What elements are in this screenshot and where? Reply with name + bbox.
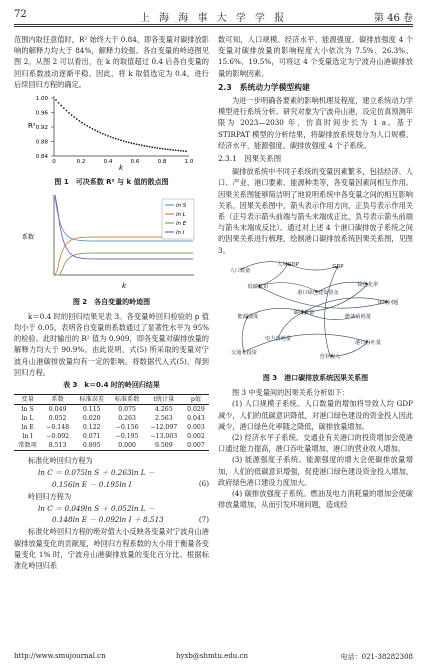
data-point (159, 147, 161, 149)
equation-6: ln C ＝ 0.075ln S ＋ 0.263ln L － 0.156ln E － 0.195ln I (6) (38, 468, 209, 489)
x-tick-label: 0.4 (103, 159, 113, 166)
data-point (94, 129, 96, 131)
data-point (92, 128, 94, 130)
paragraph: 范围内取任意值时，R² 始终大于 0.84，即各变量对碳排放影响的解释力均大于 84%，解释力较强。各自变量的岭迹图见图 2。从图 2 可以看出，在 k 的取值超过 0.4 后各自变量的回归系数波动逐渐平稳。因此，将 k 取值选定为 0.4，进行后续回归方程的确定。 (14, 35, 209, 89)
table-header-cell: t统计量 (153, 396, 175, 404)
data-point (60, 105, 62, 107)
figure-2-ridge-trace (14, 191, 209, 291)
table-cell: −0.148 (46, 424, 70, 432)
data-point (55, 99, 57, 101)
y-tick-label: 0.92 (35, 125, 48, 132)
paragraph: 为进一步明确各要素的影响机理及程度，建立系统动力学模型进行系统分析。研究对象为宁波舟山港，设定仿真预测年限为 2023—2030 年，仿真时间步长为 1 a。基于 STIRPAT 模型的分析结果，将碳排放系统划分为人口规模、经济水平、能源强度、碳排放强度 4 个子系统。 (218, 96, 413, 150)
table-3-caption: 表 3 k＝0.4 时的岭回归结果 (63, 381, 160, 390)
x-tick-label: 1.0 (184, 159, 194, 166)
data-point (76, 118, 78, 120)
y-tick-label: 0.96 (35, 110, 48, 117)
table-cell: 0.003 (187, 424, 205, 432)
journal-url[interactable]: http://www.smujournal.cn (14, 652, 106, 660)
figure-1-caption: 图 1 可决系数 R² 与 k 值的散点图 (54, 178, 169, 187)
legend-label: ln L (176, 212, 186, 219)
data-point (149, 146, 151, 148)
table-cell: ln S (21, 406, 34, 414)
header-rule (14, 24, 413, 25)
x-tick-label: 0.8 (157, 159, 167, 166)
table-cell: −0.092 (46, 433, 70, 441)
table-cell: −0.195 (115, 433, 139, 441)
data-point (164, 148, 166, 150)
figure-3-caption: 图 3 港口碳排放系统因果关系图 (262, 374, 369, 383)
data-point (66, 110, 68, 112)
causal-arrow (325, 266, 338, 356)
paragraph: 碳排放系统中不同子系统的变量因素繁多，包括经济、人口、产业、港口要素、能源种类等，各变量因素间相互作用。因果关系图能够简洁明了地说明系统中各变量之间的相互影响关系。因果关系图中，箭头表示作用方向，正负号表示作用关系（正号表示箭头前端与箭头末端成正比，负号表示箭头前端与箭头末端成反比）。通过对上述 4 个港口碳排放子系统之间的因果关系进行梳理，绘制港口碳排放系统因果关系图，见图 3。 (218, 167, 413, 255)
data-point (102, 133, 104, 135)
paragraph: (3) 能源强度子系统。能源强度的增大会使碳排放量增加，人们的低碳意识增强，促使港口绿色建设资金投入增加，政府绿色港口建设力度加大。 (218, 455, 413, 487)
figure-1-scatter (14, 90, 209, 172)
legend-label: ln I (176, 230, 185, 237)
data-point (71, 114, 73, 116)
data-point (185, 150, 187, 152)
legend-label: ln E (176, 221, 187, 228)
right-column (218, 34, 413, 511)
subsection-heading: 2.3.1 因果关系图 (218, 154, 282, 164)
figure-2-caption: 图 2 各自变量的岭迹图 (72, 297, 151, 306)
table-cell: −13.003 (150, 433, 178, 441)
table-row (14, 423, 209, 432)
journal-email[interactable]: hyxb@shmtu.edu.cn (176, 652, 248, 660)
table-cell: 0.000 (118, 442, 136, 450)
fig2-ylabel: 系数 (22, 234, 35, 242)
data-point (183, 150, 185, 152)
data-point (138, 144, 140, 146)
data-point (141, 144, 143, 146)
journal-title: 上 海 海 事 大 学 学 报 (139, 13, 288, 24)
table-cell: −12.097 (150, 424, 178, 432)
table-cell: 0.049 (48, 406, 67, 414)
causal-node: 交通业投资 (231, 349, 257, 356)
data-point (133, 143, 135, 145)
data-point (167, 148, 169, 150)
table-cell: 0.075 (118, 406, 136, 414)
section-heading: 2.3 系统动力学模型构建 (218, 82, 310, 92)
paragraph: (1) 人口规模子系统。人口数量的增加将导致人均 GDP 减少，人们的低碳意识降低，对港口绿色建设的资金投入因此减少，港口绿色化率随之降低，碳排放量增加。 (218, 399, 413, 431)
table-cell: 0.122 (82, 424, 101, 432)
data-point (180, 150, 182, 152)
table-row (14, 441, 209, 451)
equation-7: ln C ＝ 0.049ln S ＋ 0.052ln L － 0.148ln E － 0.092ln I ＋ 8.513 (7) (38, 504, 209, 525)
data-point (81, 122, 83, 124)
data-point (110, 136, 112, 138)
data-point (144, 145, 146, 147)
table-cell: 0.043 (187, 415, 205, 423)
paragraph: (4) 碳排放强度子系统。燃油及电力消耗量的增加会使碳排放量增加，从而引发环境问题，造成经 (218, 489, 413, 510)
journal-phone: 电话：021-38282308 (340, 653, 413, 661)
table-cell: 8.513 (48, 442, 67, 450)
table-row (14, 432, 209, 441)
causal-arrow (244, 334, 368, 352)
data-point (118, 139, 120, 141)
table-header-cell: 标准误差 (79, 396, 105, 404)
table-cell: 9.509 (154, 442, 173, 450)
paragraph: 图 3 中变量间的因果关系分析如下： (232, 388, 349, 398)
causal-node: 电力消耗量 (265, 335, 291, 342)
causal-node: 人口数量 (229, 267, 251, 274)
fig1-xlabel: k (119, 164, 124, 173)
series-line (55, 237, 193, 275)
paragraph: (2) 经济水平子系统。交通业有关港口的投资增加会使港口通过能力提高，港口吞吐量增加，港口的营业收入增加。 (218, 433, 413, 454)
table-3 (14, 394, 209, 451)
table-cell: ln L (21, 415, 34, 423)
data-point (63, 107, 65, 109)
page-number: 72 (14, 9, 27, 20)
data-point (172, 149, 174, 151)
legend-label: ln S (176, 203, 187, 210)
table-cell: 0.029 (187, 406, 205, 414)
table-cell: ln E (21, 424, 34, 432)
causal-node: 低碳意识 (247, 283, 269, 290)
causal-node: 燃油消耗量 (345, 313, 371, 320)
data-point (151, 146, 153, 148)
table-header-cell: 标准系数 (114, 396, 140, 404)
data-point (112, 137, 114, 139)
paragraph: 数可知，人口规模、经济水平、能源强度、碳排放强度 4 个变量对碳排放量的影响程度大小依次为 7.5%、26.3%、15.6%、19.5%，可将这 4 个变量选定为宁波舟山港碳排放量的影响因素。 (218, 35, 413, 78)
table-header-cell: 系数 (51, 396, 64, 404)
data-point (157, 147, 159, 149)
y-tick-label: 0.84 (35, 154, 48, 161)
causal-node: 环境问题 (377, 299, 399, 306)
table-cell: 2.563 (154, 415, 173, 423)
data-point (154, 147, 156, 149)
paragraph: k＝0.4 时的回归结果见表 3。各变量岭回归检验的 p 值均小于 0.05，表明各自变量的系数通过了显著性水平为 95% 的检验。此时输出的 R² 值为 0.909，即各变量对碳排放量的解释力均大于 90.9%。由此说明，式(5) 所采取的变量对宁波舟山港碳排放量均有一定的影响。将数据代入式(5)，得到回归方程。 (14, 311, 209, 377)
data-point (131, 142, 133, 144)
table-cell: 4.265 (154, 406, 173, 414)
data-point (170, 149, 172, 151)
x-tick-label: 0.6 (130, 159, 140, 166)
data-point (79, 120, 81, 122)
data-point (177, 150, 179, 152)
causal-node: 能源强度 (237, 313, 259, 320)
table-cell: 0.115 (82, 406, 101, 414)
causal-node: 营业收入 (319, 353, 341, 360)
table-row (14, 414, 209, 423)
y-tick-label: 0.88 (35, 139, 48, 146)
paragraph: 岭回归方程为 (28, 491, 72, 501)
table-cell: 0.263 (118, 415, 136, 423)
data-point (136, 143, 138, 145)
paragraph: 标准化岭回归方程的绝对值大小反映各变量对宁波舟山港碳排放量变化的贡献度，岭回归方程系数的大小用于衡量各变量变化 1% 时，宁波舟山港碳排放量的变化百分比。根据标准化岭回归系 (14, 527, 209, 571)
causal-node: 碳排放量 (293, 309, 315, 316)
left-column (14, 34, 209, 571)
data-point (120, 139, 122, 141)
data-point (146, 145, 148, 147)
paragraph: 标准化岭回归方程为 (28, 456, 93, 466)
causal-node: 港口绿色建设资金 (297, 289, 339, 296)
data-point (89, 127, 91, 129)
table-cell: −0.156 (115, 424, 139, 432)
data-point (175, 149, 177, 151)
data-point (107, 135, 109, 137)
fig1-ylabel: R² (28, 122, 36, 131)
causal-node: 人均GDP (277, 261, 299, 268)
causal-node: 绿色化率 (357, 281, 379, 288)
running-header (14, 9, 413, 23)
data-point (99, 132, 101, 134)
data-point (58, 102, 60, 104)
table-cell: 0.052 (48, 415, 67, 423)
data-point (123, 140, 125, 142)
table-header-cell: p值 (190, 396, 202, 404)
table-cell: 常数项 (18, 442, 37, 450)
table-cell: 0.895 (82, 442, 101, 450)
x-tick-label: 0 (52, 159, 56, 166)
data-point (115, 138, 117, 140)
volume-label: 第 46 卷 (373, 13, 413, 24)
data-point (97, 131, 99, 133)
x-tick-label: 0.2 (76, 159, 86, 166)
data-point (73, 116, 75, 118)
causal-arrow (242, 316, 248, 352)
table-cell: 0.007 (187, 442, 205, 450)
data-point (84, 123, 86, 125)
table-cell: 0.002 (187, 433, 205, 441)
fig2-xlabel: k (122, 282, 127, 291)
table-row (14, 405, 209, 415)
data-point (162, 148, 164, 150)
figure-3-causal-loop (218, 256, 413, 368)
header-rule-thin (14, 26, 413, 27)
y-tick-label: 1.00 (35, 96, 48, 103)
data-point (86, 125, 88, 127)
table-cell: 0.020 (82, 415, 101, 423)
data-point (68, 112, 70, 114)
table-cell: ln I (22, 433, 33, 441)
data-point (128, 142, 130, 144)
causal-node: GDP (332, 263, 344, 270)
data-point (125, 141, 127, 143)
data-point (105, 134, 107, 136)
table-cell: 0.071 (82, 433, 101, 441)
table-header-cell: 变量 (21, 396, 34, 404)
series-line (55, 253, 193, 275)
causal-node: 港口吞吐量 (355, 339, 381, 346)
